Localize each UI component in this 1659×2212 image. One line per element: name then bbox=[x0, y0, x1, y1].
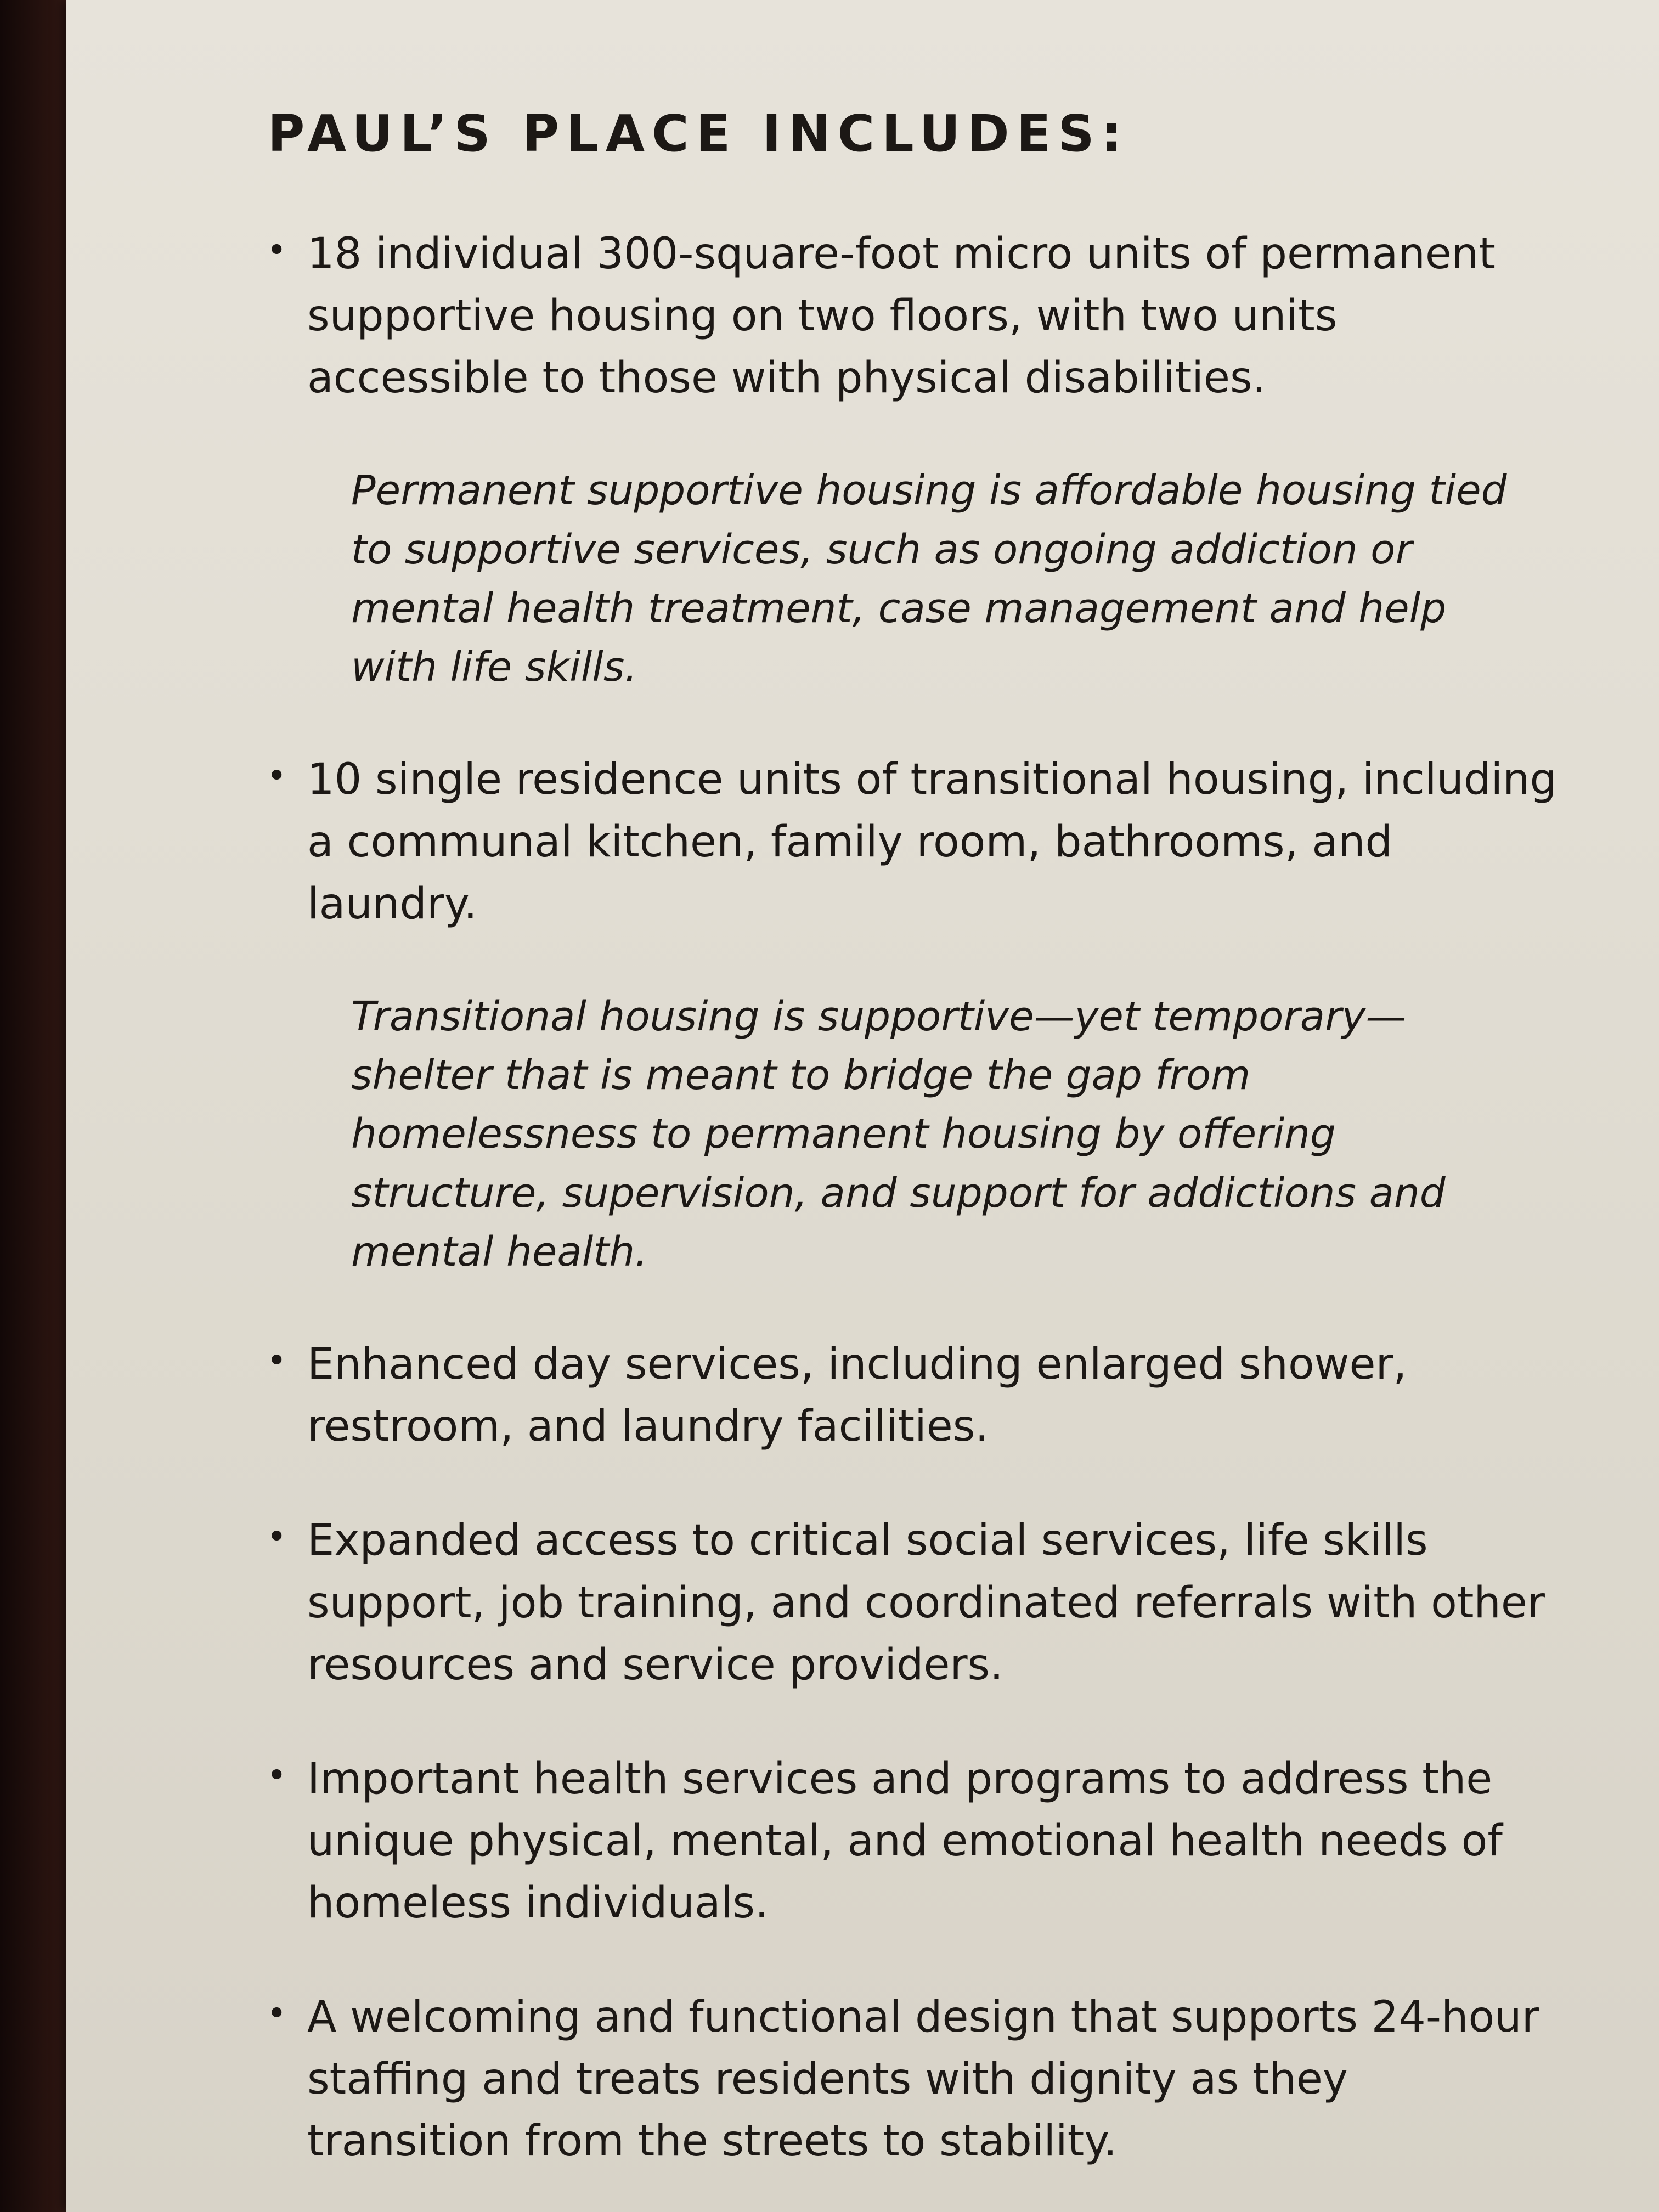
bullet-icon: • bbox=[267, 1340, 287, 1381]
list-item-text: 18 individual 300-square-foot micro units of permanent supportive housing on two floors, with two units accessible to those with physical disabilities. bbox=[307, 229, 1496, 403]
list-item bbox=[263, 749, 1624, 1282]
bullet-icon: • bbox=[267, 1993, 287, 2033]
paper-sheet bbox=[66, 0, 1659, 2212]
list-item-text: Enhanced day services, including enlarged shower, restroom, and laundry facilities. bbox=[307, 1340, 1407, 1452]
bullet-icon: • bbox=[267, 1516, 287, 1557]
list-item bbox=[263, 223, 1624, 697]
list-item-text: A welcoming and functional design that supports 24-hour staffing and treats residents with dignity as they transition from the streets to stability. bbox=[307, 1992, 1539, 2166]
list-item bbox=[263, 1748, 1624, 1934]
definition-note: Transitional housing is supportive—yet temporary—shelter that is meant to bridge the gap from homelessness to permanent housing by offering structure, supervision, and support for addictions and mental health. bbox=[351, 992, 1446, 1276]
bullet-icon: • bbox=[267, 1754, 287, 1795]
features-list bbox=[263, 223, 1624, 2172]
page-title: PAUL’S PLACE INCLUDES: bbox=[268, 104, 1129, 163]
bullet-icon: • bbox=[267, 230, 287, 270]
list-item-text: Expanded access to critical social services, life skills support, job training, and coordinated referrals with other resources and service providers. bbox=[307, 1516, 1545, 1690]
list-item-text: Important health services and programs to address the unique physical, mental, and emotional health needs of homeless individuals. bbox=[307, 1754, 1503, 1928]
list-item bbox=[263, 1987, 1624, 2172]
dark-background-edge bbox=[0, 0, 77, 2212]
list-item bbox=[263, 1334, 1624, 1458]
document-content bbox=[263, 104, 1624, 2212]
list-item bbox=[263, 1510, 1624, 1696]
list-item-text: 10 single residence units of transitional housing, including a communal kitchen, family room, bathrooms, and laundry. bbox=[307, 755, 1558, 929]
bullet-icon: • bbox=[267, 755, 287, 796]
definition-note: Permanent supportive housing is affordable housing tied to supportive services, such as ongoing addiction or mental health treatment, case management and help with life skills. bbox=[351, 467, 1507, 691]
